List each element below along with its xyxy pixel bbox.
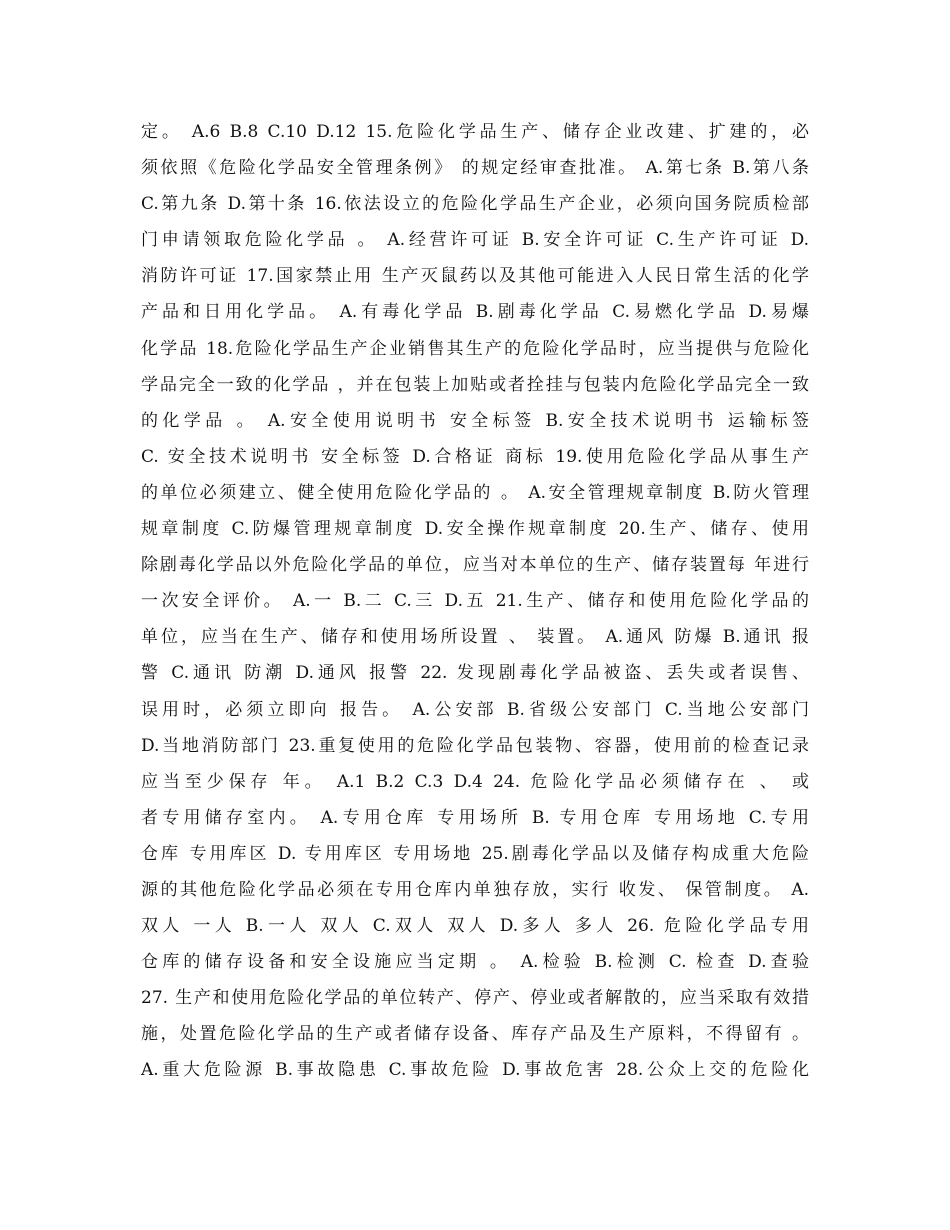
text-line-10: C. 安全技术说明书 安全标签 D.合格证 商标 19.使用危险化学品从事生产 <box>141 446 809 467</box>
text-line-16: 警 C.通讯 防潮 D.通风 报警 22. 发现剧毒化学品被盗、丢失或者误售、 <box>141 663 809 684</box>
text-line-15: 单位，应当在生产、储存和使用场所设置 、 装置。 A.通风 防爆 B.通讯 报 <box>141 627 809 648</box>
text-line-20: 者专用储存室内。 A.专用仓库 专用场所 B. 专用仓库 专用场地 C.专用 <box>141 807 809 828</box>
text-line-17: 误用时，必须立即向 报告。 A.公安部 B.省级公安部门 C.当地公安部门 <box>141 699 809 720</box>
text-line-5: 消防许可证 17.国家禁止用 生产灭鼠药以及其他可能进入人民日常生活的化学 <box>141 266 809 287</box>
text-line-12: 规章制度 C.防爆管理规章制度 D.安全操作规章制度 20.生产、储存、使用 <box>141 519 809 540</box>
text-line-8: 学品完全一致的化学品 ，并在包装上加贴或者拴挂与包装内危险化学品完全一致 <box>141 374 809 395</box>
text-line-18: D.当地消防部门 23.重复使用的危险化学品包装物、容器，使用前的检查记录 <box>141 735 809 756</box>
text-line-14: 一次安全评价。 A.一 B.二 C.三 D.五 21.生产、储存和使用危险化学品的 <box>141 591 809 612</box>
text-line-21: 仓库 专用库区 D. 专用库区 专用场地 25.剧毒化学品以及储存构成重大危险 <box>141 843 809 864</box>
text-line-11: 的单位必须建立、健全使用危险化学品的 。 A.安全管理规章制度 B.防火管理 <box>141 482 809 503</box>
text-line-2: 须依照《危险化学品安全管理条例》 的规定经审查批准。 A.第七条 B.第八条 <box>141 158 809 179</box>
text-line-22: 源的其他危险化学品必须在专用仓库内单独存放，实行 收发、 保管制度。 A. <box>141 879 809 900</box>
text-line-7: 化学品 18.危险化学品生产企业销售其生产的危险化学品时，应当提供与危险化 <box>141 338 809 359</box>
text-line-24: 仓库的储存设备和安全设施应当定期 。 A.检验 B.检测 C. 检查 D.查验 <box>141 952 809 973</box>
text-line-27: A.重大危险源 B.事故隐患 C.事故危险 D.事故危害 28.公众上交的危险化 <box>141 1060 809 1081</box>
text-line-4: 门申请领取危险化学品 。 A.经营许可证 B.安全许可证 C.生产许可证 D. <box>141 230 809 251</box>
text-line-13: 除剧毒化学品以外危险化学品的单位，应当对本单位的生产、储存装置每 年进行 <box>141 555 809 576</box>
text-line-9: 的化学品 。 A.安全使用说明书 安全标签 B.安全技术说明书 运输标签 <box>141 410 809 431</box>
text-line-25: 27. 生产和使用危险化学品的单位转产、停产、停业或者解散的，应当采取有效措 <box>141 988 809 1009</box>
text-line-6: 产品和日用化学品。 A.有毒化学品 B.剧毒化学品 C.易燃化学品 D.易爆 <box>141 302 809 323</box>
text-line-23: 双人 一人 B.一人 双人 C.双人 双人 D.多人 多人 26. 危险化学品专用 <box>141 916 809 937</box>
text-line-3: C.第九条 D.第十条 16.依法设立的危险化学品生产企业，必须向国务院质检部 <box>141 194 809 215</box>
body-text <box>141 114 809 1089</box>
text-line-26: 施，处置危险化学品的生产或者储存设备、库存产品及生产原料，不得留有 。 <box>141 1024 809 1045</box>
text-line-19: 应当至少保存 年。 A.1 B.2 C.3 D.4 24. 危险化学品必须储存在 、 或 <box>141 771 809 792</box>
text-line-1: 定。 A.6 B.8 C.10 D.12 15.危险化学品生产、储存企业改建、扩建的，必 <box>141 122 809 142</box>
